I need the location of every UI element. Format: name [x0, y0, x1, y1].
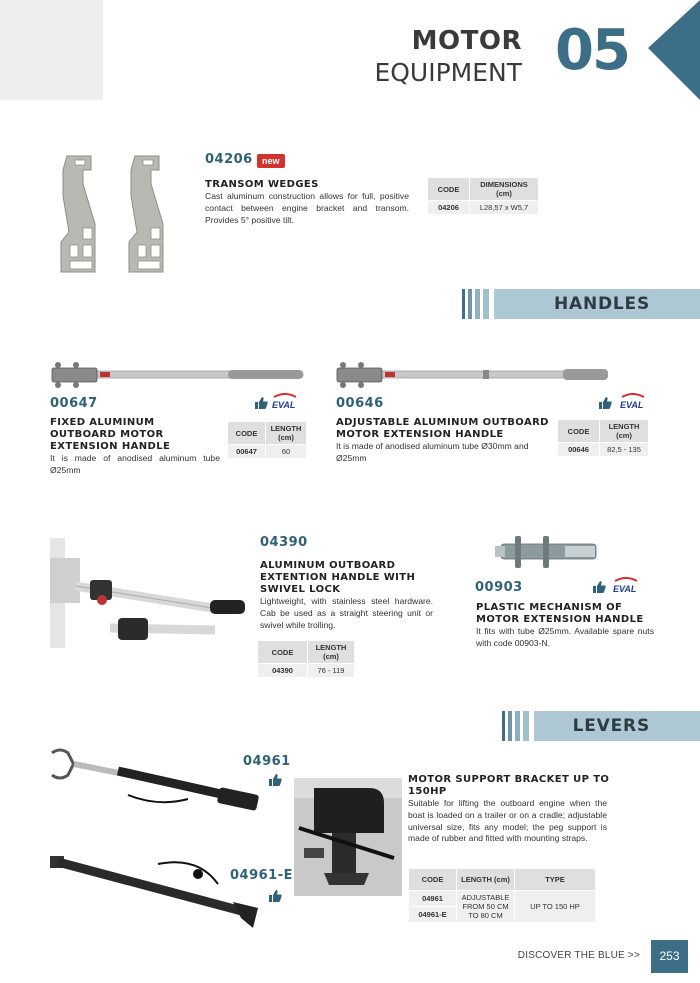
section-header-handles: [462, 289, 700, 319]
table-header: LENGTH (cm): [308, 641, 355, 664]
product-description-00903: It fits with tube Ø25mm. Available spare nuts with code 00903-N.: [476, 626, 654, 648]
table-header: CODE: [258, 641, 308, 664]
table-cell: 76 - 119: [308, 664, 355, 678]
product-description-04961: Suitable for lifting the outboard engine when the boat is loaded on a trailer or on a cradle; adjustable universal size, fits any model; the peg support is made of rubber and fitted with mounting straps.: [408, 798, 607, 844]
eval-logo: [272, 393, 298, 413]
table-cell: 60: [266, 445, 307, 459]
page-title-line2: EQUIPMENT: [374, 58, 522, 87]
table-cell: ADJUSTABLE FROM 50 CM TO 80 CM: [457, 891, 515, 923]
table-header: LENGTH (cm): [266, 422, 307, 445]
table-cell: 04206: [428, 201, 470, 215]
motor-support-photo: [294, 778, 402, 896]
thumbs-up-icon: [268, 773, 282, 787]
corner-decoration: [0, 0, 103, 100]
product-code-00646: 00646: [336, 396, 384, 411]
new-badge: new: [257, 154, 285, 168]
thumbs-up-icon: [254, 396, 268, 410]
lever-04961-image: [48, 745, 263, 820]
title-line: OUTBOARD MOTOR: [50, 429, 164, 440]
chapter-number: 05: [555, 18, 629, 83]
title-line: EXTENTION HANDLE WITH: [260, 572, 416, 583]
table-cell: 00646: [558, 443, 600, 457]
page-number: 253: [651, 940, 688, 973]
spec-table-04390: [257, 640, 355, 678]
table-header: CODE: [558, 420, 600, 443]
table-cell: UP TO 150 HP: [515, 891, 596, 923]
product-code-00903: 00903: [475, 580, 523, 595]
title-line: PLASTIC MECHANISM OF: [476, 602, 623, 613]
eval-logo-text: EVAL: [272, 400, 296, 410]
spec-table-04961: [408, 868, 596, 923]
section-title: HANDLES: [553, 294, 650, 314]
footer-tagline: DISCOVER THE BLUE >>: [517, 950, 640, 961]
adjustable-handle-image: [333, 360, 613, 390]
title-line: ADJUSTABLE ALUMINUM OUTBOARD: [336, 417, 549, 428]
product-title-04390: [260, 560, 415, 596]
product-code-00647: 00647: [50, 396, 98, 411]
title-line: MOTOR SUPPORT BRACKET UP TO: [408, 774, 610, 785]
table-header: LENGTH (cm): [457, 869, 515, 891]
table-header: TYPE: [515, 869, 596, 891]
product-title-00903: [476, 602, 644, 626]
plastic-mechanism-image: [495, 532, 600, 572]
table-header: CODE: [428, 178, 470, 201]
swivel-handle-image: [50, 538, 250, 648]
thumbs-up-icon: [268, 889, 282, 903]
table-cell: 00647: [228, 445, 266, 459]
title-line: MOTOR EXTENSION HANDLE: [336, 429, 504, 440]
table-header: DIMENSIONS (cm): [470, 178, 539, 201]
header-arrow-shape: [648, 0, 700, 100]
product-description-04390: Lightweight, with stainless steel hardware. Cab be used as a straight steering unit or swivel while trolling.: [260, 596, 433, 630]
product-description-00646: It is made of anodised aluminum tube Ø30mm and Ø25mm: [336, 441, 529, 463]
thumbs-up-icon: [592, 580, 606, 594]
spec-table-04206: [427, 177, 539, 215]
table-header: LENGTH (cm): [600, 420, 649, 443]
table-cell: 82,5 - 135: [600, 443, 649, 457]
fixed-handle-image: [48, 360, 308, 390]
table-cell: 04961: [409, 891, 457, 907]
table-cell: 04390: [258, 664, 308, 678]
table-cell: L28,57 x W5,7: [470, 201, 539, 215]
thumbs-up-icon: [598, 396, 612, 410]
section-title: LEVERS: [572, 716, 650, 736]
eval-logo-text: EVAL: [620, 400, 644, 410]
title-line: FIXED ALUMINUM: [50, 417, 155, 428]
lever-04961-e-image: [48, 852, 263, 937]
product-title-00646: [336, 417, 549, 441]
eval-logo: [620, 393, 646, 413]
table-cell: 04961-E: [409, 907, 457, 923]
title-line: MOTOR EXTENSION HANDLE: [476, 614, 644, 625]
eval-logo-text: EVAL: [613, 584, 637, 594]
section-header-levers: [502, 711, 700, 741]
eval-logo: [613, 577, 639, 597]
product-code-04961: 04961: [243, 754, 291, 769]
spec-table-00647: [227, 421, 307, 459]
product-title-04206: TRANSOM WEDGES: [205, 179, 319, 190]
title-line: 150HP: [408, 786, 447, 797]
product-title-04961: [408, 774, 609, 798]
transom-wedges-image: [55, 150, 180, 280]
title-line: ALUMINUM OUTBOARD: [260, 560, 396, 571]
spec-table-00646: [557, 419, 649, 457]
product-code-04206: 04206: [205, 152, 253, 167]
product-code-04961-e: 04961-E: [230, 868, 294, 883]
product-description-04206: Cast aluminum construction allows for full, positive contact between engine bracket and transom. Provides 5° positive tilt.: [205, 191, 409, 225]
title-line: EXTENSION HANDLE: [50, 441, 171, 452]
table-header: CODE: [409, 869, 457, 891]
product-title-00647: [50, 417, 170, 453]
table-header: CODE: [228, 422, 266, 445]
title-line: SWIVEL LOCK: [260, 584, 341, 595]
product-code-04390: 04390: [260, 535, 308, 550]
product-description-00647: It is made of anodised aluminum tube Ø25mm: [50, 453, 220, 475]
page-title-line1: MOTOR: [411, 26, 522, 56]
